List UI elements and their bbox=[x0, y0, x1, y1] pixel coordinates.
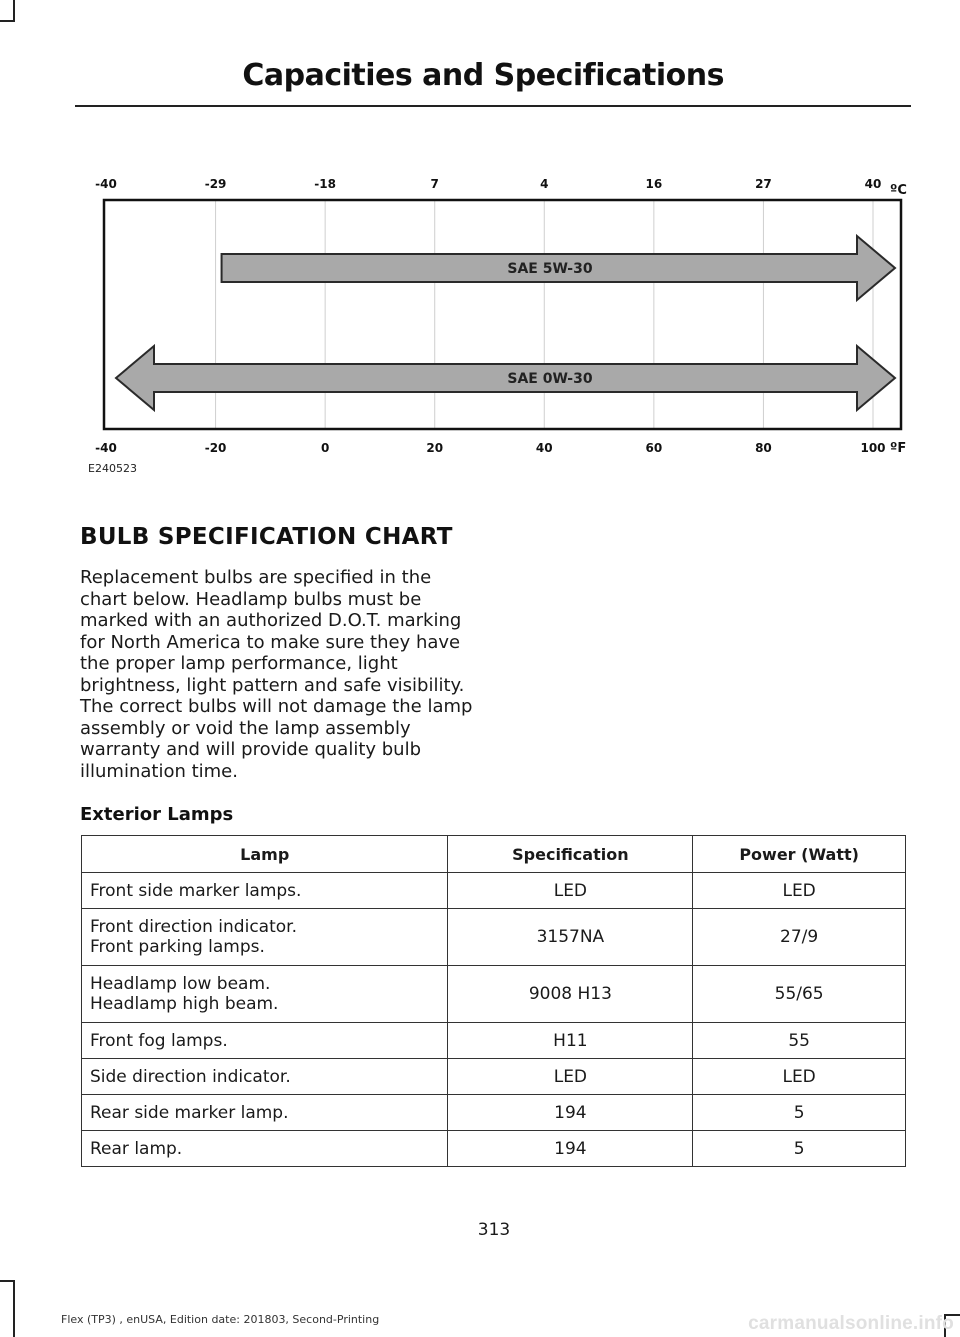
lamp-name: Headlamp low beam. bbox=[90, 974, 271, 994]
page-number: 313 bbox=[477, 1220, 511, 1240]
axis-tick-label: 20 bbox=[426, 441, 444, 455]
crop-mark bbox=[0, 1280, 15, 1282]
power-cell: 5 bbox=[693, 1095, 906, 1131]
lamp-name: Headlamp high beam. bbox=[90, 994, 279, 1014]
axis-tick-label: 40 bbox=[864, 177, 882, 191]
axis-tick-label: -40 bbox=[95, 177, 117, 191]
specification-cell: 9008 H13 bbox=[448, 966, 693, 1023]
celsius-ticks bbox=[95, 177, 881, 191]
crop-mark bbox=[13, 1280, 15, 1337]
power-cell: 55/65 bbox=[693, 966, 906, 1023]
table-row bbox=[82, 1059, 906, 1095]
axis-tick-label: 60 bbox=[645, 441, 663, 455]
specification-cell: 194 bbox=[448, 1131, 693, 1167]
axis-tick-label: 40 bbox=[535, 441, 553, 455]
crop-mark bbox=[0, 20, 15, 22]
fahrenheit-ticks bbox=[95, 441, 885, 455]
lamp-name: Front parking lamps. bbox=[90, 937, 265, 957]
header-divider bbox=[75, 105, 911, 107]
intro-paragraph: Replacement bulbs are specified in the chart below. Headlamp bulbs must be marked with an authorized D.O.T. marking for North America to make sure they have the proper lamp performance, light brightness, light pattern and safe visibility. The correct bulbs will not damage the lamp assembly or void the lamp assembly warranty and will provide quality bulb illumination time. bbox=[80, 567, 473, 782]
crop-mark bbox=[13, 0, 15, 22]
power-cell: 27/9 bbox=[693, 909, 906, 966]
axis-tick-label: -29 bbox=[204, 177, 227, 191]
axis-tick-label: -20 bbox=[204, 441, 227, 455]
column-header-power: Power (Watt) bbox=[693, 836, 906, 873]
lamp-cell bbox=[82, 1095, 448, 1131]
power-cell: 55 bbox=[693, 1023, 906, 1059]
column-header-lamp: Lamp bbox=[82, 836, 448, 873]
specification-cell: 3157NA bbox=[448, 909, 693, 966]
axis-tick-label: 7 bbox=[430, 177, 439, 191]
specification-cell: LED bbox=[448, 1059, 693, 1095]
section-heading: BULB SPECIFICATION CHART bbox=[80, 524, 453, 550]
axis-tick-label: 100 bbox=[860, 441, 886, 455]
power-cell: 5 bbox=[693, 1131, 906, 1167]
lamp-name: Front fog lamps. bbox=[90, 1030, 228, 1051]
axis-tick-label: 27 bbox=[755, 177, 772, 191]
figure-id: E240523 bbox=[88, 462, 137, 475]
grade-arrows bbox=[116, 236, 895, 410]
specification-cell: LED bbox=[448, 873, 693, 909]
specification-cell: 194 bbox=[448, 1095, 693, 1131]
watermark: carmanualsonline.info bbox=[748, 1313, 954, 1334]
table-row bbox=[82, 1023, 906, 1059]
lamp-cell bbox=[82, 966, 448, 1023]
page-header-title: Capacities and Specifications bbox=[242, 58, 724, 93]
celsius-unit-label: ºC bbox=[890, 183, 907, 198]
lamp-cell bbox=[82, 873, 448, 909]
lamp-name: Rear side marker lamp. bbox=[90, 1102, 289, 1123]
lamp-name: Side direction indicator. bbox=[90, 1066, 291, 1087]
lamp-cell bbox=[82, 1131, 448, 1167]
table-row bbox=[82, 873, 906, 909]
grade-label: SAE 5W-30 bbox=[507, 261, 593, 277]
edition-footer: Flex (TP3) , enUSA, Edition date: 201803, Second-Printing bbox=[61, 1313, 380, 1326]
axis-tick-label: 0 bbox=[320, 441, 330, 455]
temperature-gridlines bbox=[216, 200, 873, 429]
fahrenheit-unit-label: ºF bbox=[890, 441, 907, 456]
table-row bbox=[82, 909, 906, 966]
lamp-name: Front direction indicator. bbox=[90, 917, 297, 937]
lamp-name: Front side marker lamps. bbox=[90, 880, 302, 901]
lamp-cell bbox=[82, 1059, 448, 1095]
chart-frame bbox=[104, 200, 901, 429]
lamp-cell bbox=[82, 1023, 448, 1059]
grade-arrow bbox=[116, 346, 895, 410]
axis-tick-label: -18 bbox=[314, 177, 336, 191]
power-cell: LED bbox=[693, 1059, 906, 1095]
axis-tick-label: -40 bbox=[95, 441, 117, 455]
lamp-cell bbox=[82, 909, 448, 966]
column-header-specification: Specification bbox=[448, 836, 693, 873]
specification-cell: H11 bbox=[448, 1023, 693, 1059]
table-header-row bbox=[82, 836, 906, 873]
table-row bbox=[82, 1095, 906, 1131]
table-row bbox=[82, 1131, 906, 1167]
lamp-name: Rear lamp. bbox=[90, 1138, 183, 1159]
power-cell: LED bbox=[693, 873, 906, 909]
axis-tick-label: 80 bbox=[755, 441, 772, 455]
oil-viscosity-chart bbox=[60, 160, 920, 490]
exterior-lamps-table bbox=[81, 835, 906, 1167]
table-caption: Exterior Lamps bbox=[80, 804, 234, 825]
grade-label: SAE 0W-30 bbox=[507, 371, 593, 387]
axis-tick-label: 4 bbox=[540, 177, 549, 191]
table-row bbox=[82, 966, 906, 1023]
axis-tick-label: 16 bbox=[645, 177, 663, 191]
